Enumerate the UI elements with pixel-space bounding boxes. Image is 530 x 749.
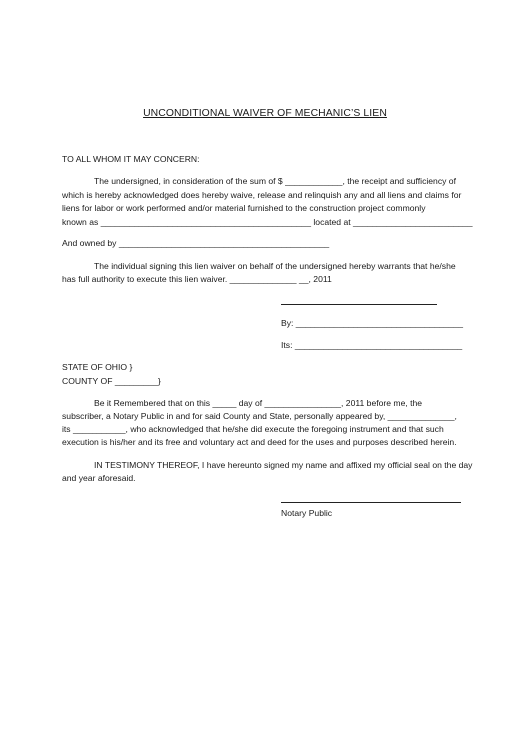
salutation: TO ALL WHOM IT MAY CONCERN: — [62, 154, 200, 164]
paragraph4-line1: IN TESTIMONY THEREOF, I have hereunto signed my name and affixed my official seal on the day — [94, 460, 473, 470]
company-signature-line — [281, 304, 437, 305]
county-line: COUNTY OF _________} — [62, 376, 161, 386]
its-title-line: Its: ___________________________________ — [281, 340, 463, 350]
owned-by-line: And owned by ____________________________________________ — [62, 238, 330, 248]
notary-public-label: Notary Public — [281, 508, 333, 518]
paragraph1-line3: liens for labor or work performed and/or material furnished to the construction project commonly — [62, 203, 426, 213]
paragraph2-line2: has full authority to execute this lien waiver. ______________ __, 2011 — [62, 274, 332, 284]
paragraph1-line4: known as ____________________________________________ located at _________________________ — [62, 217, 473, 227]
paragraph4-line2: and year aforesaid. — [62, 473, 136, 483]
paragraph1-line2: which is hereby acknowledged does hereby waive, release and relinquish any and all liens and claims for — [62, 190, 462, 200]
by-signature-line: By: ___________________________________ — [281, 318, 464, 328]
paragraph3-line1: Be it Remembered that on this _____ day of ________________, 2011 before me, the — [94, 398, 423, 408]
document-title: UNCONDITIONAL WAIVER OF MECHANIC’S LIEN — [143, 108, 387, 119]
paragraph3-line4: execution is his/her and its free and voluntary act and deed for the uses and purposes described herein. — [62, 437, 457, 447]
state-line: STATE OF OHIO } — [62, 362, 133, 372]
notary-signature-line — [281, 502, 461, 503]
paragraph3-line2: subscriber, a Notary Public in and for said County and State, personally appeared by, ______________, — [62, 411, 457, 421]
paragraph3-line3: its ___________, who acknowledged that he/she did execute the foregoing instrument and that such — [62, 424, 444, 434]
paragraph1-line1: The undersigned, in consideration of the sum of $ ____________, the receipt and sufficiency of — [94, 176, 456, 186]
paragraph2-line1: The individual signing this lien waiver on behalf of the undersigned hereby warrants that he/she — [94, 261, 456, 271]
